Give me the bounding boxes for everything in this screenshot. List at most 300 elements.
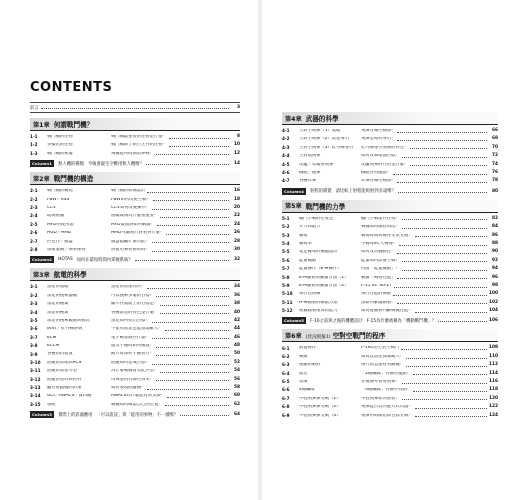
- leader-dots: [157, 223, 229, 226]
- chapter-title: [306, 330, 386, 340]
- section-number: 3-4: [30, 309, 38, 315]
- section-title: 反艦／反幅射飛彈: [299, 162, 334, 167]
- leader-dots: [152, 362, 229, 365]
- section-subtitle: 如何從圖表判斷戰機性能？: [361, 309, 413, 314]
- toc-entry[interactable]: [30, 401, 240, 409]
- section-number: 6-3: [282, 362, 290, 368]
- toc-entry[interactable]: [282, 215, 498, 223]
- chapter-header[interactable]: [30, 268, 240, 281]
- section-title: 接近: [299, 371, 308, 376]
- page-number: 112: [489, 362, 498, 368]
- section-title: H-M圖表的解讀方法: [299, 300, 338, 305]
- page-number: 10: [234, 142, 240, 148]
- leader-dots: [438, 319, 487, 322]
- section-subtitle: 炸彈有哪些種類？: [361, 179, 396, 184]
- toc-entry[interactable]: [282, 361, 498, 369]
- section-subtitle: 戰機如何確認自己的位置？: [111, 402, 163, 407]
- leader-dots: [393, 172, 487, 175]
- page-number: 114: [489, 370, 498, 376]
- leader-dots: [156, 378, 229, 381]
- chapter-header[interactable]: [282, 200, 498, 213]
- leader-dots: [406, 364, 487, 367]
- page-number: 30: [234, 246, 240, 252]
- section-title: 根據圖表推算的能力: [299, 309, 338, 314]
- toc-entry[interactable]: [30, 141, 240, 149]
- page-number: 8: [237, 134, 240, 140]
- leader-dots: [152, 207, 229, 210]
- section-question: [111, 344, 231, 348]
- toc-entry[interactable]: [30, 229, 240, 237]
- section-question: [111, 240, 231, 244]
- column-subtitle: 今後會誕生空戰用無人機嗎？: [87, 161, 144, 167]
- section-subtitle: 飛彈何時開始與目標交戰？: [361, 413, 413, 418]
- page-number: 60: [234, 393, 240, 399]
- section-question: [111, 369, 231, 373]
- section-number: 5-5: [282, 249, 290, 255]
- section-subtitle: 戰鬥機最重要的任務是什麼？: [111, 135, 167, 140]
- section-subtitle: 頭盔隱藏什麼功能？: [111, 239, 150, 244]
- chapter-subtitle: (狀況模擬1): [305, 335, 331, 341]
- toc-entry[interactable]: [30, 238, 240, 246]
- section-question: [111, 386, 231, 390]
- section-subtitle: 該如何解讀圖表？: [361, 300, 396, 305]
- toc-entry[interactable]: [30, 367, 240, 375]
- section-subtitle: 匿蹤如何達成目標？: [111, 360, 150, 365]
- section-question: [361, 146, 489, 150]
- leader-dots: [180, 413, 229, 416]
- column-entry[interactable]: [30, 159, 240, 168]
- section-subtitle: 雷達的原理為何？: [111, 285, 146, 290]
- toc-entry[interactable]: [282, 248, 498, 256]
- section-title: GCI／AWACS／資料鏈: [47, 394, 92, 399]
- section-title: CCV: [47, 206, 56, 210]
- section-subtitle: F-15 vs. Su-27: [361, 283, 392, 288]
- page-number: 84: [492, 224, 498, 230]
- section-number: 5-8: [282, 274, 290, 280]
- toc-entry[interactable]: [30, 292, 240, 300]
- section-number: 3-3: [30, 301, 38, 307]
- section-subtitle: 飛彈有哪些種類？: [361, 129, 396, 134]
- leader-dots: [160, 311, 229, 314]
- chapter-number: 第5章: [285, 203, 302, 211]
- toc-entry[interactable]: [282, 403, 498, 411]
- page-number: 76: [492, 170, 498, 175]
- section-subtitle: 「2機編隊」有哪些優點？: [361, 371, 411, 376]
- leader-dots: [399, 243, 487, 246]
- column-title: F-16之前與之後的機體設計: [310, 318, 363, 324]
- leader-dots: [160, 215, 229, 218]
- leader-dots: [397, 276, 487, 279]
- page-number: 104: [489, 308, 498, 314]
- page-number: 82: [492, 215, 498, 221]
- section-title: 能量機動: [299, 258, 317, 263]
- leader-dots: [397, 251, 487, 254]
- toc-entry[interactable]: [30, 392, 240, 400]
- page-number: 120: [489, 395, 498, 401]
- leader-dots: [169, 136, 229, 139]
- section-subtitle: 飛行員怎麼看到敵機？: [361, 363, 404, 368]
- leader-dots: [410, 146, 487, 149]
- section-subtitle: FBW如何改變空戰？: [111, 197, 151, 202]
- contents-title: CONTENTS: [30, 80, 113, 95]
- chapter-title-text: 戰鬥機的構造: [53, 175, 94, 184]
- page-number: 46: [234, 334, 240, 340]
- section-number: 6-4: [282, 370, 290, 376]
- section-number: 4-5: [282, 161, 290, 167]
- column-badge: Column3: [32, 412, 53, 418]
- section-question: [361, 242, 489, 246]
- section-subtitle: HMD可讓飛行員看到什麼？: [111, 231, 165, 236]
- toc-entry[interactable]: [282, 307, 498, 315]
- section-title: 雷達的基礎: [47, 285, 69, 290]
- section-title: 轉彎率: [299, 241, 312, 246]
- toc-entry[interactable]: [282, 152, 498, 160]
- leader-dots: [402, 217, 487, 220]
- section-title: 戰鬥機的任務: [47, 135, 73, 140]
- section-question: [111, 319, 231, 323]
- toc-entry[interactable]: [282, 240, 498, 248]
- section-title: 匿蹤的雷達外型: [47, 369, 78, 374]
- section-subtitle: 可以搜索多遠的目標？: [111, 293, 154, 298]
- section-title: IRST／紅外線系統: [47, 327, 83, 332]
- section-title: 各種炸彈: [299, 179, 317, 184]
- section-number: 2-1: [30, 188, 38, 194]
- page-number: 40: [234, 309, 240, 315]
- page-number: 116: [489, 379, 498, 385]
- section-title: 匿蹤的塗料與材料: [47, 377, 82, 382]
- toc-entry[interactable]: [30, 246, 240, 254]
- page-number: 38: [234, 301, 240, 307]
- page-number: 22: [234, 213, 240, 219]
- section-number: 4-3: [282, 144, 290, 150]
- section-title: 空對地飛彈: [299, 154, 321, 159]
- section-title: 加壓裝備／彈射座椅: [47, 247, 86, 252]
- section-subtitle: 小轉彎vs.大轉彎？: [361, 241, 398, 246]
- column-entry[interactable]: [30, 255, 240, 264]
- toc-entry[interactable]: [282, 395, 498, 403]
- section-title: 中程飛彈彈交戰（3）: [299, 413, 341, 418]
- leader-dots: [152, 249, 229, 252]
- section-question: [361, 225, 489, 229]
- leader-dots: [410, 163, 487, 166]
- section-number: 4-1: [282, 128, 290, 134]
- column-title: 實際上的武器應用: [58, 412, 93, 418]
- section-question: [361, 234, 489, 238]
- toc-entry[interactable]: [282, 378, 498, 386]
- right-column: [282, 108, 498, 420]
- column-title: HOTAS: [58, 257, 73, 263]
- leader-dots: [156, 345, 229, 348]
- section-question: [111, 378, 231, 382]
- page-number: 124: [489, 412, 498, 418]
- page-number: 44: [234, 326, 240, 332]
- toc-entry[interactable]: [282, 353, 498, 361]
- column-entry[interactable]: [282, 316, 498, 325]
- section-number: 3-5: [30, 317, 38, 323]
- section-question: [111, 189, 231, 193]
- section-question: [361, 380, 489, 384]
- toc-entry[interactable]: [282, 161, 498, 169]
- leader-dots: [135, 258, 229, 261]
- section-title: 迷走轉彎的機體設計: [299, 250, 338, 255]
- section-number: 5-11: [282, 299, 293, 305]
- page-number: 14: [234, 161, 240, 167]
- section-title: 空對空飛彈（3）紅外線導引: [299, 145, 354, 150]
- leader-dots: [398, 190, 487, 193]
- toc-entry[interactable]: [30, 300, 240, 308]
- page-number: 80: [492, 188, 498, 194]
- section-question: [111, 285, 231, 289]
- toc-entry[interactable]: [30, 342, 240, 350]
- section-subtitle: 顯示在畫面上的目標是？: [111, 302, 159, 307]
- toc-entry[interactable]: [282, 177, 498, 185]
- leader-dots: [167, 395, 229, 398]
- leader-dots: [169, 144, 229, 147]
- page-number: 54: [234, 368, 240, 374]
- page-number: 26: [234, 230, 240, 236]
- toc-entry[interactable]: [30, 317, 240, 325]
- toc-entry[interactable]: [30, 133, 240, 141]
- leader-dots: [415, 414, 487, 417]
- section-question: [361, 414, 489, 418]
- chapter-header[interactable]: [282, 112, 498, 125]
- section-subtitle: 如何攻擊地面目標？: [361, 154, 400, 159]
- page-number: 118: [489, 387, 498, 393]
- section-question: [111, 403, 231, 407]
- page-number: 56: [234, 376, 240, 382]
- section-title: 雷達的種類: [47, 302, 69, 307]
- column-entry[interactable]: [30, 410, 240, 419]
- section-title: 前提條件: [299, 346, 317, 351]
- toc-entry[interactable]: [282, 273, 498, 281]
- page-number: 110: [489, 353, 498, 359]
- toc-entry[interactable]: [282, 386, 498, 394]
- toc-entry[interactable]: [30, 204, 240, 212]
- page-number: 48: [234, 343, 240, 349]
- page-number: 64: [234, 412, 240, 418]
- section-title: FBW／RSS: [47, 197, 70, 202]
- section-question: [111, 336, 231, 340]
- toc-entry[interactable]: [30, 350, 240, 358]
- page-number: 74: [492, 161, 498, 167]
- page-number: 106: [489, 318, 498, 324]
- toc-entry[interactable]: [282, 223, 498, 231]
- page-number: 12: [234, 150, 240, 156]
- toc-entry[interactable]: [30, 283, 240, 291]
- leader-dots: [160, 303, 229, 306]
- column-title: 無人機的種類: [58, 161, 84, 167]
- section-subtitle: 飛機從何時開始參戰？: [111, 151, 154, 156]
- leader-dots: [397, 180, 487, 183]
- leader-dots: [413, 372, 487, 375]
- leader-dots: [402, 268, 487, 271]
- chapter-title-text: 何謂戰鬥機？: [53, 121, 94, 129]
- preface-page: 3: [236, 105, 240, 110]
- page-number: 88: [492, 240, 498, 246]
- section-title: 導航: [47, 402, 56, 407]
- toc-entry[interactable]: [30, 221, 240, 229]
- toc-entry[interactable]: [30, 308, 240, 316]
- section-subtitle: 纏鬥空戰還存在嗎？: [361, 216, 400, 221]
- section-number: 6-6: [282, 387, 290, 393]
- section-question: [111, 143, 231, 147]
- toc-entry[interactable]: [30, 325, 240, 333]
- column-entry[interactable]: [282, 187, 498, 196]
- page-number: 18: [234, 196, 240, 202]
- section-title: 雷達的搜索範圍與模式: [47, 318, 90, 323]
- section-number: 5-9: [282, 282, 290, 288]
- leader-dots: [401, 347, 487, 350]
- chapter-title-text: 武器的科學: [305, 115, 339, 123]
- page-number: 62: [234, 401, 240, 407]
- chapter-title: [54, 269, 87, 279]
- toc-entry[interactable]: [282, 290, 498, 298]
- section-number: 3-2: [30, 292, 38, 298]
- section-subtitle: 雷達如何找出目標？: [111, 318, 150, 323]
- section-subtitle: 「4機編隊」有哪些特點？: [361, 388, 411, 393]
- leader-dots: [153, 198, 229, 201]
- toc-entry[interactable]: [282, 282, 498, 290]
- section-title: 索敵: [299, 354, 308, 359]
- section-subtitle: 電子戰會做些什麼？: [111, 335, 150, 340]
- section-number: 5-4: [282, 241, 290, 246]
- section-title: E-M圖表的解讀方法（2）: [299, 283, 349, 288]
- section-number: 2-3: [30, 205, 38, 211]
- toc-entry[interactable]: [30, 334, 240, 342]
- page-number: 78: [492, 178, 498, 184]
- toc-entry[interactable]: [282, 144, 498, 152]
- section-subtitle: AWACS為什麼能有效支援？: [111, 394, 165, 399]
- section-number: 4-7: [282, 178, 290, 184]
- toc-entry[interactable]: [30, 150, 240, 158]
- section-question: [361, 301, 489, 305]
- page-number: 66: [492, 128, 498, 134]
- section-subtitle: 飛彈是如何導引？: [361, 137, 396, 142]
- section-number: 5-2: [282, 224, 290, 230]
- toc-entry[interactable]: [282, 232, 498, 240]
- section-subtitle: 機砲有何優點？: [361, 171, 392, 175]
- page-number: 52: [234, 359, 240, 365]
- page-number: 24: [234, 221, 240, 227]
- section-subtitle: 何謂「能量機動」？: [361, 267, 400, 272]
- leader-dots: [156, 152, 229, 155]
- section-question: [111, 294, 231, 298]
- section-title: 升力與阻力: [299, 225, 321, 230]
- section-title: MFD的使用法: [47, 222, 74, 227]
- section-number: 6-9: [282, 412, 290, 418]
- section-question: [111, 198, 231, 202]
- toc-entry[interactable]: [282, 344, 498, 352]
- leader-dots: [402, 397, 487, 400]
- toc-entry[interactable]: [30, 187, 240, 195]
- section-title: 戰鬥機的構造: [47, 189, 73, 194]
- section-subtitle: 飛行性能的極限: [361, 292, 392, 297]
- section-question: [111, 394, 231, 398]
- toc-entry[interactable]: [282, 265, 498, 273]
- toc-entry[interactable]: [282, 299, 498, 307]
- section-number: 3-6: [30, 326, 38, 332]
- section-question: [111, 231, 231, 235]
- toc-entry[interactable]: [282, 135, 498, 143]
- left-chapter-list: [30, 118, 240, 419]
- page-number: 108: [489, 345, 498, 351]
- section-title: HUD／HMD: [47, 231, 72, 236]
- leader-dots: [397, 138, 487, 141]
- section-subtitle: 能量如何影響空戰？: [361, 258, 400, 263]
- leader-dots: [156, 294, 229, 297]
- section-question: [361, 137, 489, 141]
- chapter-header[interactable]: [282, 329, 498, 342]
- chapter-header[interactable]: [30, 172, 240, 185]
- leader-dots: [165, 328, 229, 331]
- page-number: 50: [234, 351, 240, 357]
- section-title: 匹克作／頭盔: [47, 239, 73, 244]
- page-number: 92: [492, 257, 498, 263]
- preface-row[interactable]: [30, 102, 240, 113]
- section-question: [361, 346, 489, 350]
- toc-entry[interactable]: [282, 370, 498, 378]
- page-number: 58: [234, 385, 240, 391]
- section-number: 3-11: [30, 368, 41, 374]
- toc-entry[interactable]: [282, 257, 498, 265]
- toc-entry[interactable]: [30, 384, 240, 392]
- section-question: [111, 214, 231, 218]
- section-question: [361, 276, 489, 280]
- toc-entry[interactable]: [282, 412, 498, 420]
- section-subtitle: 在視線外發射飛彈？: [361, 380, 400, 385]
- section-title: 匿蹤的原理與RCS: [47, 360, 82, 365]
- right-page: [260, 0, 520, 500]
- section-subtitle: MFD畫面該如何解讀？: [111, 222, 155, 227]
- section-question: [111, 302, 231, 306]
- section-subtitle: 特殊塗料有哪些效果？: [111, 377, 154, 382]
- section-question: [361, 363, 489, 367]
- toc-entry[interactable]: [282, 169, 498, 177]
- chapter-header[interactable]: [30, 118, 240, 131]
- toc-entry[interactable]: [30, 196, 240, 204]
- section-question: [111, 206, 231, 210]
- section-subtitle: 座艙玻璃為什麼很重要？: [111, 214, 159, 219]
- toc-entry[interactable]: [30, 376, 240, 384]
- section-subtitle: 如何發現匿蹤機？: [111, 386, 146, 391]
- leader-dots: [152, 320, 229, 323]
- section-subtitle: 遭受干擾時如何處置？: [111, 344, 154, 349]
- section-question: [361, 388, 489, 392]
- section-question: [361, 309, 489, 313]
- toc-entry[interactable]: [30, 359, 240, 367]
- toc-entry[interactable]: [282, 127, 498, 135]
- page-number: 70: [492, 144, 498, 150]
- section-question: [361, 372, 489, 376]
- section-title: 聽付匿蹤機的對策: [47, 386, 82, 391]
- section-question: [361, 267, 489, 271]
- section-question: [361, 154, 489, 158]
- toc-entry[interactable]: [30, 212, 240, 220]
- section-title: 機砲／砲彈: [299, 171, 321, 175]
- section-number: 5-12: [282, 308, 293, 314]
- chapter-title: [306, 113, 339, 123]
- section-title: E-M圖表的解讀方法（1）: [299, 275, 349, 280]
- section-subtitle: 解讀「轉彎性能」: [361, 275, 396, 280]
- page-number: 20: [234, 205, 240, 210]
- section-number: 3-15: [30, 401, 41, 407]
- leader-dots: [147, 387, 229, 390]
- column-badge: Column5: [284, 318, 305, 324]
- section-number: 2-2: [30, 196, 38, 202]
- section-question: [361, 292, 489, 296]
- section-title: 轉彎: [299, 233, 308, 238]
- section-number: 6-7: [282, 395, 290, 401]
